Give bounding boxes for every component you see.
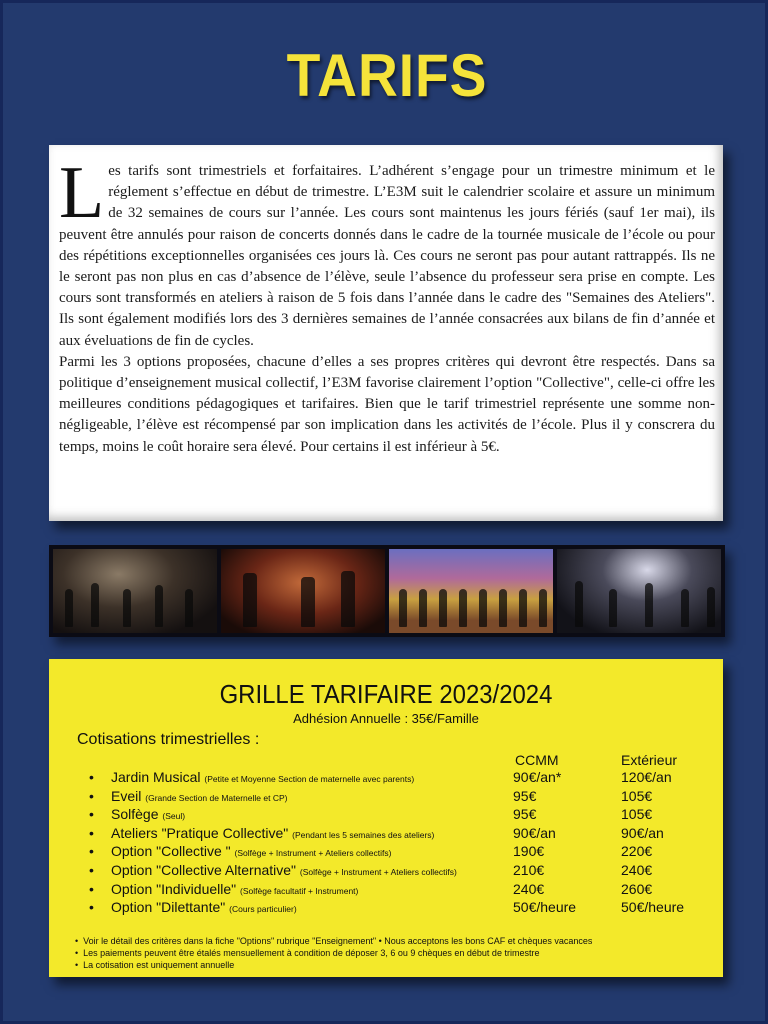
row-name: Ateliers "Pratique Collective" xyxy=(111,824,289,841)
row-exterieur-price: 120€/an xyxy=(621,769,672,785)
row-ccmm-price: 50€/heure xyxy=(513,899,577,916)
cotisations-label: Cotisations trimestrielles : xyxy=(77,731,260,748)
footnote: • La cotisation est uniquement annuelle xyxy=(75,960,235,970)
intro-paragraph-2: Parmi les 3 options proposées, chacune d’elles a ses propres critères qui devront être respectés. Dans sa politique d’enseignement musical collectif, l’E3M favorise clairement l’option "Collective", celle-ci offre les meilleures conditions pédagogiques et tarifaires. Bien que le tarif trimestriel représente une somme non-négligeable, l’élève est récompensé par son implication dans les activités de l’école. Plus il y conscrera du temps, moins le coût horaire sera élevé. Pour certains il est inférieur à 5€. xyxy=(59,353,715,455)
price-grid xyxy=(49,659,723,977)
bullet-icon: • xyxy=(89,899,94,916)
row-exterieur-price: 260€ xyxy=(621,880,653,897)
bullet-icon: • xyxy=(89,806,94,823)
concert-photo-orchestra xyxy=(557,549,721,633)
price-row xyxy=(49,862,723,881)
row-name: Solfège xyxy=(111,806,159,823)
price-row xyxy=(49,788,723,807)
row-name: Jardin Musical xyxy=(111,769,201,785)
row-detail: (Petite et Moyenne Section de maternelle avec parents) xyxy=(204,774,415,784)
bullet-icon: • xyxy=(89,843,94,860)
price-row xyxy=(49,769,723,788)
footnote: • Les paiements peuvent être étalés mensuellement à condition de déposer 3, 6 ou 9 chèques en début de trimestre xyxy=(75,948,540,958)
concert-photo-band xyxy=(53,549,217,633)
row-detail: (Seul) xyxy=(162,811,186,822)
row-exterieur-price: 50€/heure xyxy=(621,899,685,916)
bullet-icon: • xyxy=(89,880,94,897)
bullet-icon: • xyxy=(89,824,94,841)
column-header-ccmm: CCMM xyxy=(515,752,559,768)
row-ccmm-price: 240€ xyxy=(513,880,545,897)
row-name: Eveil xyxy=(111,787,142,804)
intro-paragraph-1: es tarifs sont trimestriels et forfaitaires. L’adhérent s’engage pour un trimestre minimum et le réglement s’effectue en début de trimestre. L’E3M suit le calendrier scolaire et assure un minimum de 32 semaines de cours sur l’année. Les cours sont maintenus les jours fériés (sauf 1er mai), ils peuvent être annulés pour raison de concerts donnés dans le cadre de la tournée musicale de l’école ou pour des répétitions exceptionnelles organisées ces jours là. Ces cours ne seront pas pour autant rattrappés. Ils ne le seront pas non plus en cas d’absence de l’élève, seule l’absence du professeur sera prise en compte. Les cours sont transformés en ateliers à raison de 5 fois dans l’année dans le cadre des "Semaines des Ateliers". Ils sont également modifiés lors des 3 dernières semaines de l’année consacrées aux bilans de fin d’année et aux éveluations de fin de cycles. xyxy=(59,163,715,349)
row-detail: (Solfège + Instrument + Ateliers collectifs) xyxy=(299,866,457,877)
row-ccmm-price: 90€/an xyxy=(513,824,556,841)
row-exterieur-price: 105€ xyxy=(621,787,653,804)
price-row xyxy=(49,843,723,862)
row-detail: (Solfège + Instrument + Ateliers collectifs) xyxy=(234,848,392,859)
price-row xyxy=(49,899,723,918)
bullet-icon: • xyxy=(89,861,94,878)
drop-cap: L xyxy=(59,152,105,234)
intro-text-box xyxy=(49,145,723,521)
row-ccmm-price: 90€/an* xyxy=(513,769,562,785)
row-exterieur-price: 220€ xyxy=(621,843,653,860)
concert-photo-singers xyxy=(221,549,385,633)
row-detail: (Grande Section de Maternelle et CP) xyxy=(145,792,288,803)
row-ccmm-price: 210€ xyxy=(513,861,545,878)
footnote: • Voir le détail des critères dans la fiche "Options" rubrique "Enseignement" • Nous acceptons les bons CAF et chèques vacances xyxy=(75,936,593,946)
row-ccmm-price: 190€ xyxy=(513,843,545,860)
price-rows xyxy=(49,769,723,918)
concert-photo-strip xyxy=(49,545,725,637)
price-row xyxy=(49,825,723,844)
row-ccmm-price: 95€ xyxy=(513,806,537,823)
row-exterieur-price: 90€/an xyxy=(621,824,664,841)
row-exterieur-price: 240€ xyxy=(621,861,653,878)
price-row xyxy=(49,806,723,825)
concert-photo-group xyxy=(389,549,553,633)
row-name: Option "Individuelle" xyxy=(111,880,237,897)
row-detail: (Solfège facultatif + Instrument) xyxy=(240,885,359,896)
row-ccmm-price: 95€ xyxy=(513,787,537,804)
row-name: Option "Collective " xyxy=(111,843,231,860)
row-detail: (Cours particulier) xyxy=(229,904,297,915)
price-row xyxy=(49,881,723,900)
footnotes xyxy=(75,935,592,971)
row-name: Option "Collective Alternative" xyxy=(111,861,297,878)
grid-title: GRILLE TARIFAIRE 2023/2024 xyxy=(219,679,553,709)
column-header-exterieur: Extérieur xyxy=(621,752,678,768)
row-exterieur-price: 105€ xyxy=(621,806,653,823)
bullet-icon: • xyxy=(89,769,94,785)
row-detail: (Pendant les 5 semaines des ateliers) xyxy=(292,829,435,840)
page-title: TARIFS xyxy=(286,42,488,109)
row-name: Option "Dilettante" xyxy=(111,899,226,916)
annual-membership: Adhésion Annuelle : 35€/Famille xyxy=(293,711,479,726)
bullet-icon: • xyxy=(89,787,94,804)
